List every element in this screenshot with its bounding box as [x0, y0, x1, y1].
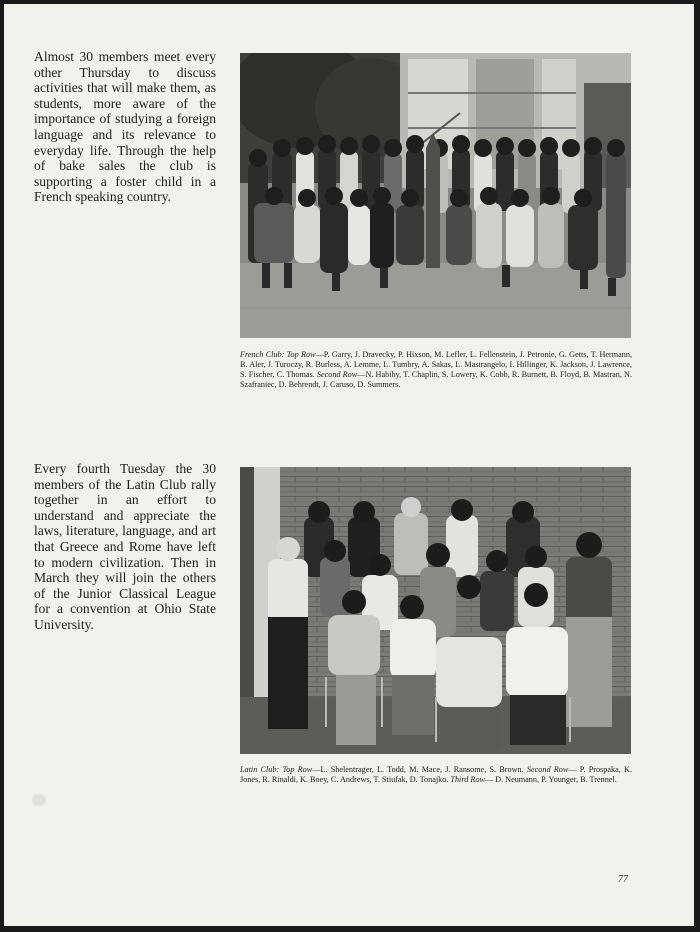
- latin-club-row1-label: Top Row: [282, 765, 313, 774]
- latin-club-row3-label: Third Row: [450, 775, 485, 784]
- latin-club-photo-image: [240, 467, 631, 754]
- latin-club-caption: [240, 765, 632, 785]
- latin-club-row2-names: — P. Prospaka, K. Jones, R. Rinaldi, K. Boey, C. Andrews, T. Stiufak, D. Tonajko.: [240, 765, 633, 784]
- latin-club-photo: [240, 467, 631, 754]
- latin-club-description: Every fourth Tuesday the 30 members of the Latin Club rally together in an effort to understand and appreciate the laws, literature, language, and art that Greece and Rome have left to modern civilization. Then in March they will join the others of the Junior Classical League for a convention at Ohio State University.: [34, 461, 216, 632]
- french-club-row2-names: —N. Habiby, T. Chaplin, S. Lowery, K. Cobb, R. Burnett, B. Floyd, B. Mastran, N. Szafraniec, D. Behrendt, J. Caruso, D. Summers.: [240, 370, 633, 389]
- latin-club-row1-names: —L. Shelentrager, L. Todd, M. Mace, J. Ransome, S. Brown.: [312, 765, 524, 774]
- french-club-row1-names: —P. Garry, J. Dravecky, P. Hixson, M. Lefler, L. Fellenstein, J. Petronie, G. Getts, T. Hermann, B. Aler, J. Turoczy, R. Burless, A. Lemme, L. Tumbry, A. Sakas, L. Mastrangelo, I. Hillinger, K. Jackson, J. Lawrence, S. Fischer, C. Thomas.: [240, 350, 633, 379]
- french-club-photo: [240, 53, 631, 338]
- french-club-row2-label: Second Row: [316, 370, 358, 379]
- latin-club-row3-names: — D. Neumann, P. Younger, B. Trennel.: [484, 775, 617, 784]
- latin-club-row2-label: Second Row: [526, 765, 569, 774]
- french-club-photo-image: [240, 53, 631, 338]
- page-number: 77: [618, 874, 628, 885]
- french-club-label: French Club:: [240, 350, 285, 359]
- french-club-caption: [240, 350, 632, 390]
- french-club-row1-label: Top Row: [286, 350, 316, 359]
- latin-club-label: Latin Club:: [240, 765, 280, 774]
- page-smudge: [32, 794, 46, 806]
- yearbook-page: [4, 4, 694, 926]
- french-club-description: Almost 30 members meet every other Thursday to discuss activities that will make them, as students, more aware of the importance of studying a foreign language and its relevance to everyday life. Through the help of bake sales the club is supporting a foster child in a French speaking country.: [34, 49, 216, 205]
